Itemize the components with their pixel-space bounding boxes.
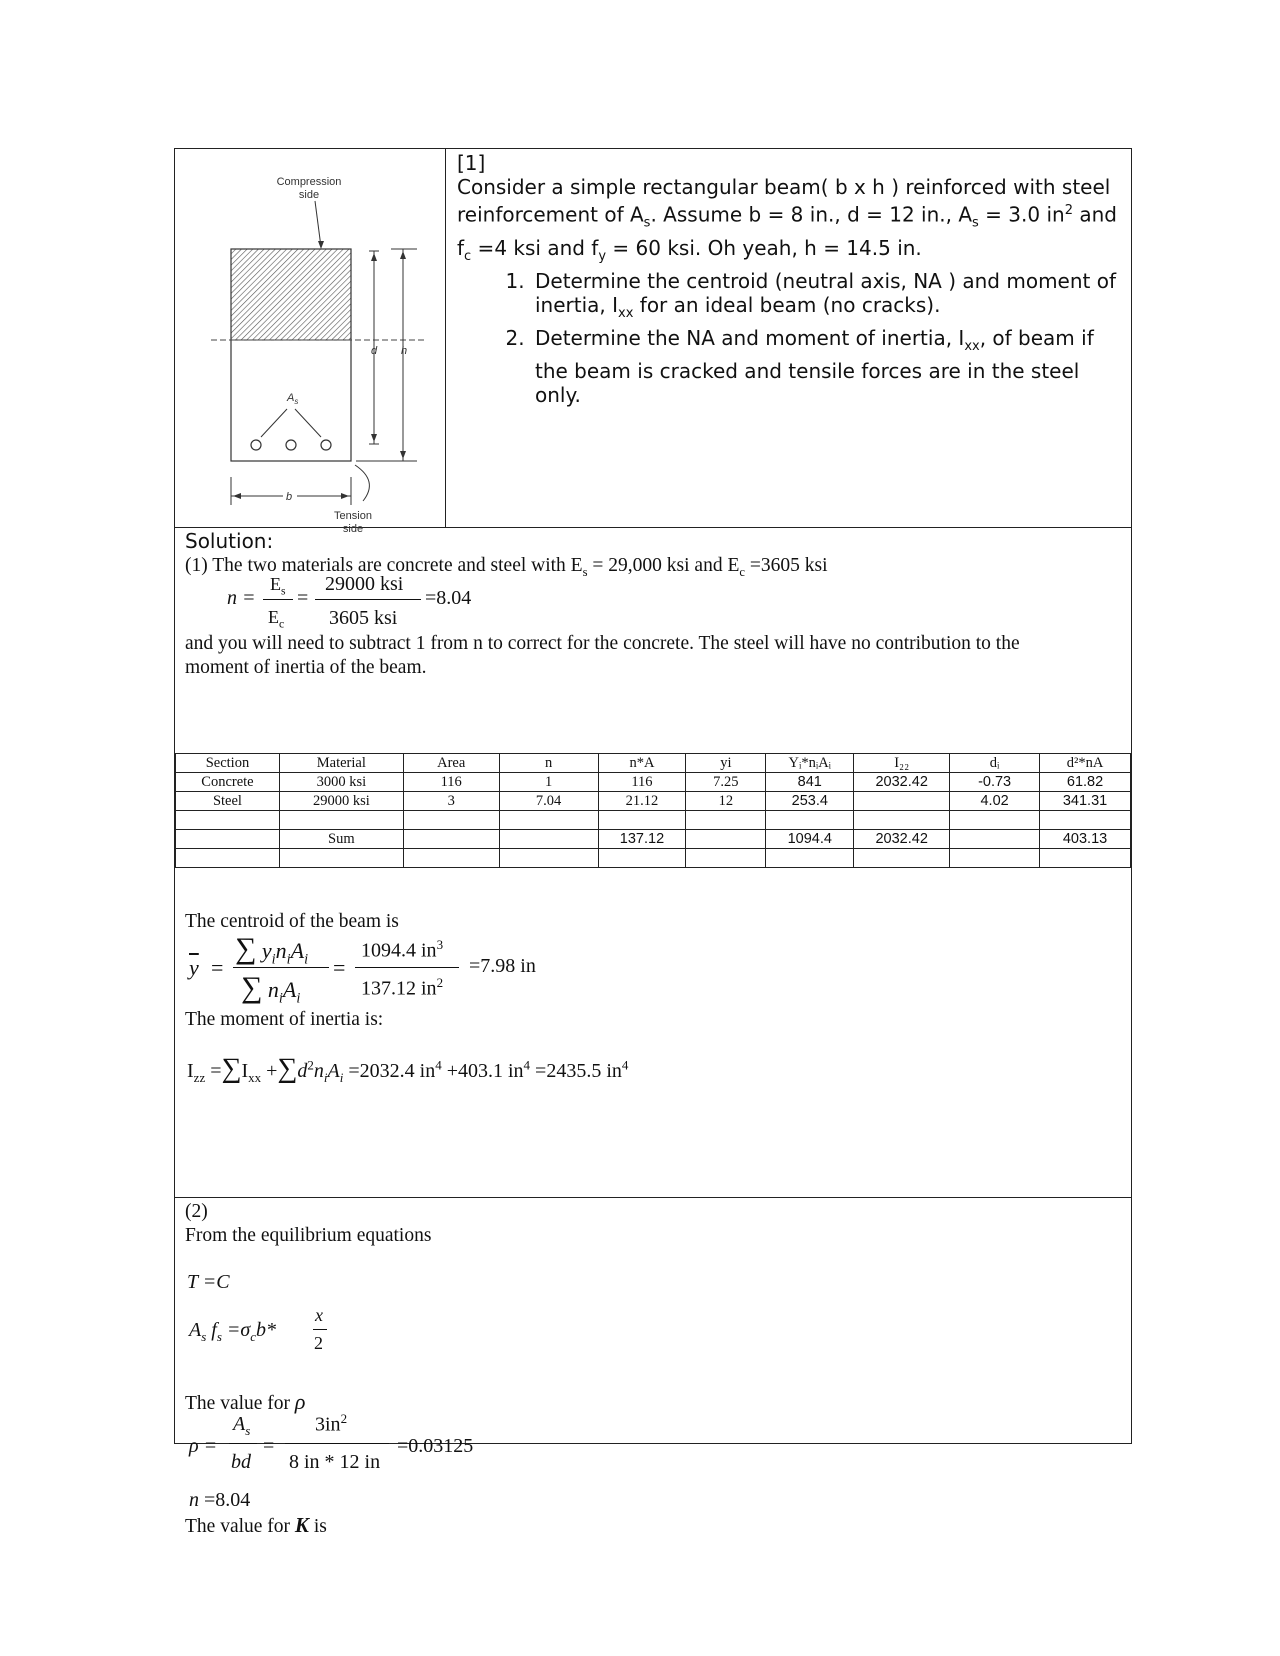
table-row (176, 811, 1131, 830)
moi-intro: The moment of inertia is: (185, 1009, 384, 1030)
equilibrium-equation: $A_s$ $f_s =\sigma_cb*$ (189, 1319, 277, 1344)
ybar: $\overline{y}$ (189, 955, 199, 980)
section-properties-table (175, 753, 1131, 868)
table-header-row: Section Material Area n n*A yi Yᵢ*nᵢAᵢ I₂₂ dᵢ d²*nA (176, 754, 1131, 773)
rho-num-value: $3in^2$ (315, 1411, 348, 1436)
rho-result: =0.03125 (397, 1435, 474, 1457)
h-label: h (401, 345, 408, 357)
compression-label: Compression (276, 176, 342, 188)
task-item-2: 2. Determine the NA and moment of inertia, $I_{xx}$, of beam if the beam is cracked and tensile forces are in the steel only. (531, 326, 1117, 407)
divider-vertical (445, 149, 446, 527)
divider-part2 (175, 1197, 1131, 1198)
rebar (251, 440, 261, 450)
den-3605: 3605 ksi (329, 607, 398, 629)
centroid-denominator: ∑ $n_iA_i$ (241, 971, 301, 1007)
centroid-num-value: 1094.4 $in^3$ (361, 937, 444, 962)
divider-header (175, 527, 1131, 528)
rebar (321, 440, 331, 450)
table-row: Steel 29000 ksi 3 7.04 21.12 12 253.4 4.02 341.31 (176, 792, 1131, 811)
problem-frame: Compression side $A_s$ d h b Tension side [1] Consider a simple rectangular beam( b x h ) reinforced with steel reinforcement of $A_s$. Assume b = 8 in., d = 12 in., $A_s = 3.0$ $in^2$ and $f_c =4$ ksi and $f_y = 60$ ksi. Oh yeah, h = 14.5 in. 1. Determine the centroid (neutral axis, NA ) and moment of inertia, $I_{xx}$ for an ideal beam (no cracks). 2. Determine the NA and moment of inertia, $I_{xx}$, of beam if the beam is cracked and tensile forces are in the steel only. Solution: (1) The two materials are concrete and steel with $E_s = 29,000$ ksi and $E_c =3605$ ksi n = $E_s$ $E_c$ = 29000 ksi 3605 ksi =8.04 and you will need to subtract 1 from n to correct for the concrete. The steel will have no contribution to the moment of inertia of the beam. Section Material Area n n*A yi Yᵢ*nᵢAᵢ I₂₂ dᵢ d²*nA Concrete 3000 ksi 116 1 116 7.25 841 2032.42 -0.73 61.82 Steel 29000 ksi 3 7.04 21.12 12 253.4 4.02 341.31 Sum 137.12 1094.4 2032.42 403.13 The centroid of the beam is $\overline{y}$ = ∑ $y_in_iA_i$ ∑ $n_iA_i$ = 1094.4 $in^3$ 137.12 $in^2$ =7.98 in The moment of inertia is: $I_{zz} =\sum I_{xx} +\sum d^2n_iA_i =2032.4$ $in^4 +403.1$ $in^4 =2435.5$ $in^4$ (2) From the equilibrium equations T =C $A_s$ $f_s =\sigma_cb*$ x 2 The value for ρ ρ = $A_s$ bd = $3in^2$ 8 in * 12 in =0.03125 n =8.04 The value for K is (174, 148, 1132, 1444)
compression-zone (231, 249, 351, 340)
d-label: d (371, 345, 378, 357)
b-label: b (286, 491, 293, 503)
num-29000: 29000 ksi (325, 573, 404, 595)
rebar (286, 440, 296, 450)
tension-label: Tension (334, 510, 372, 522)
table-row: Concrete 3000 ksi 116 1 116 7.25 841 2032.42 -0.73 61.82 (176, 773, 1131, 792)
centroid-numerator: ∑ $y_in_iA_i$ (235, 932, 309, 968)
rho-intro: The value for ρ (185, 1389, 306, 1414)
rho-den-value: 8 in * 12 in (289, 1451, 381, 1473)
centroid-intro: The centroid of the beam is (185, 911, 399, 932)
problem-text: Consider a simple rectangular beam( b x h ) reinforced with steel reinforcement of $A_s$. Assume b = 8 in., d = 12 in., $A_s = 3.0$ $in^2$ and $f_c =4$ ksi and $f_y = 60$ ksi. Oh yeah, h = 14.5 in. (457, 175, 1117, 264)
solution-para-2: moment of inertia of the beam. (185, 657, 427, 678)
moi-equation: $I_{zz} =\sum I_{xx} +\sum d^2n_iA_i =2032.4$ $in^4 +403.1$ $in^4 =2435.5$ $in^4$ (187, 1053, 629, 1085)
beam-cross-section-diagram (191, 169, 431, 535)
rho-num: $A_s$ (233, 1413, 251, 1438)
part2-intro: From the equilibrium equations (185, 1225, 432, 1246)
t-equals-c: T =C (187, 1271, 230, 1293)
rho-lhs: ρ = (189, 1435, 218, 1457)
problem-statement (457, 151, 1117, 407)
centroid-den-value: 137.12 $in^2$ (361, 975, 444, 1000)
ec-denominator: $E_c$ (268, 607, 285, 631)
solution-heading: Solution: (185, 529, 274, 553)
task-item-1: 1. Determine the centroid (neutral axis, NA ) and moment of inertia, $I_{xx}$ for an ideal beam (no cracks). (531, 269, 1117, 326)
as-label: $A_s$ (287, 392, 299, 406)
task-list (457, 269, 1117, 407)
eq-sign: = (297, 587, 309, 609)
rho-den: bd (231, 1451, 251, 1473)
compression-side-label: side (298, 189, 320, 201)
es-numerator: $E_s$ (270, 574, 286, 598)
k-intro: The value for K is (185, 1513, 327, 1537)
problem-number: [1] (457, 151, 486, 175)
solution-para-1: and you will need to subtract 1 from n to correct for the concrete. The steel will have no contribution to the (185, 633, 1020, 654)
table-row (176, 849, 1131, 868)
part2-label: (2) (185, 1201, 208, 1222)
n-lhs: n = (227, 587, 256, 609)
centroid-result: =7.98 in (469, 955, 536, 977)
n-value-line: n =8.04 (189, 1489, 251, 1511)
tension-side-label: side (342, 523, 364, 535)
table-sum-row: Sum 137.12 1094.4 2032.42 403.13 (176, 830, 1131, 849)
n-result: =8.04 (425, 587, 472, 609)
solution-line-1: (1) The two materials are concrete and steel with $E_s = 29,000$ ksi and $E_c =3605$ ksi (185, 555, 828, 579)
